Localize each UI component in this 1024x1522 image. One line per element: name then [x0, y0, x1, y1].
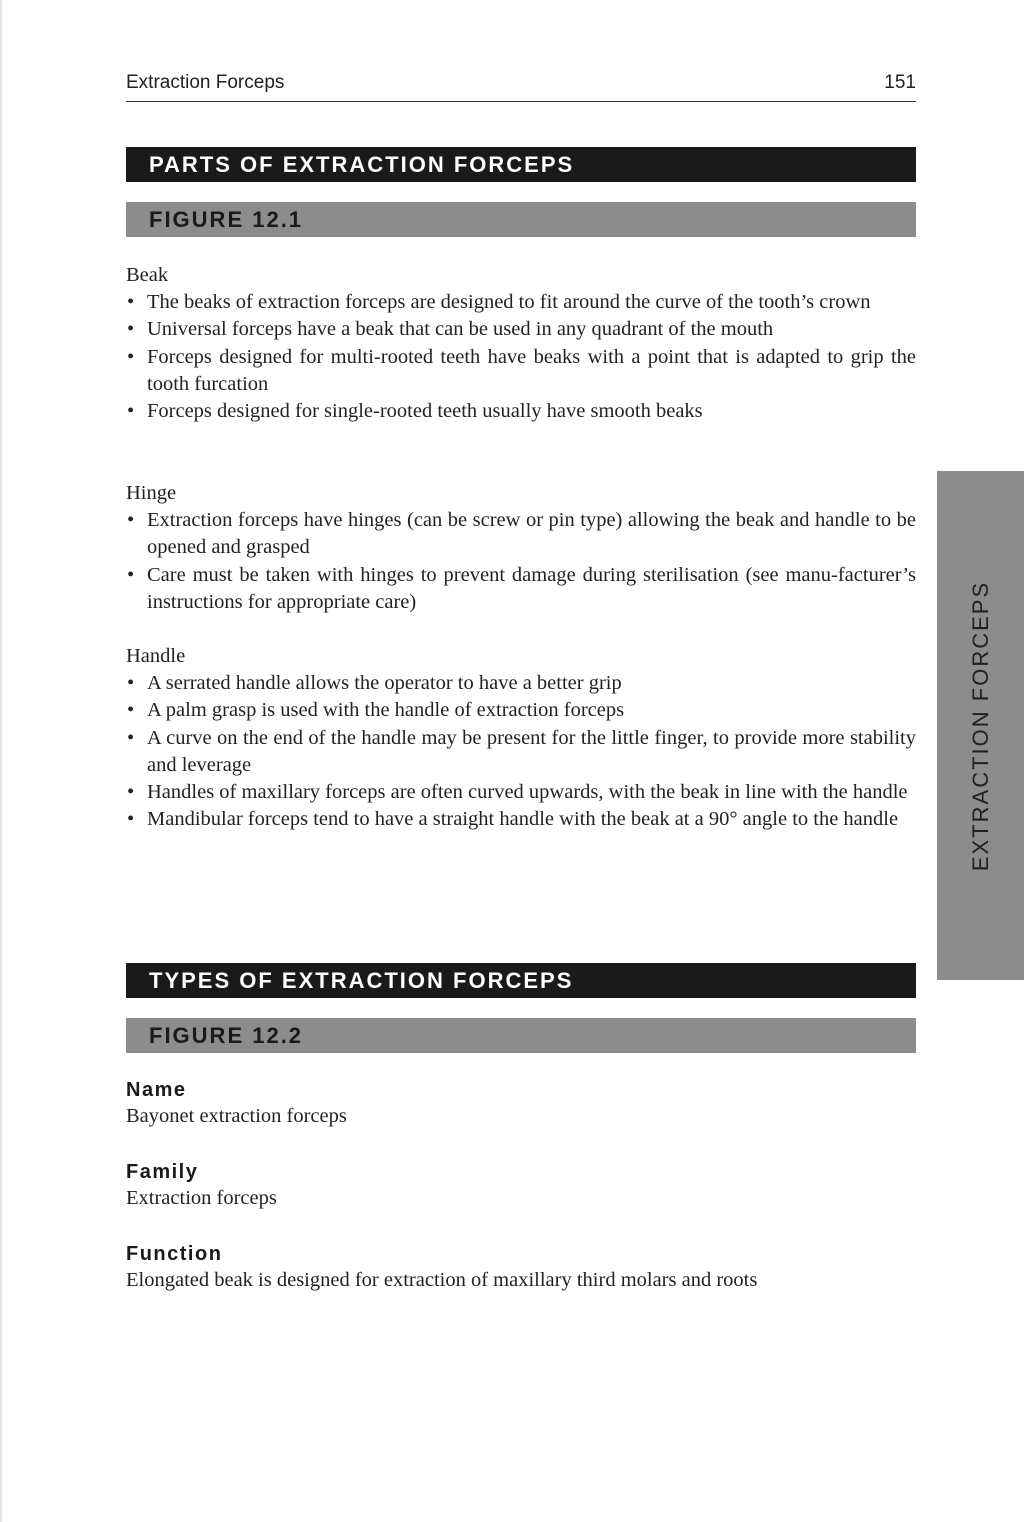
- group-title: Handle: [126, 645, 186, 667]
- name-label: Name: [126, 1079, 187, 1101]
- bullet-list: [126, 670, 916, 833]
- bullet-list: [126, 507, 916, 616]
- group-title: Hinge: [126, 482, 177, 504]
- chapter-side-tab: [937, 471, 1024, 980]
- family-value: Extraction forceps: [126, 1187, 277, 1209]
- group-title: Beak: [126, 264, 169, 286]
- bullet-list: [126, 289, 916, 425]
- running-header: [126, 70, 916, 102]
- group-beak: [126, 262, 916, 425]
- side-tab-label: EXTRACTION FORCEPS: [967, 580, 993, 871]
- function-value: Elongated beak is designed for extraction of maxillary third molars and roots: [126, 1269, 758, 1291]
- running-title: Extraction Forceps: [126, 72, 285, 93]
- list-item: • Care must be taken with hinges to prevent damage during sterilisation (see manu-facturer’s instructions for appropriate care): [126, 562, 916, 616]
- section-heading-parts: PARTS OF EXTRACTION FORCEPS: [126, 147, 916, 182]
- list-item: • Handles of maxillary forceps are often curved upwards, with the beak in line with the handle: [126, 779, 916, 806]
- list-item: • A curve on the end of the handle may be present for the little finger, to provide more stability and leverage: [126, 725, 916, 779]
- group-handle: [126, 643, 916, 833]
- page-edge: [0, 0, 2, 1522]
- list-item: • Universal forceps have a beak that can be used in any quadrant of the mouth: [126, 316, 916, 343]
- function-label: Function: [126, 1243, 223, 1265]
- section-heading-types: TYPES OF EXTRACTION FORCEPS: [126, 963, 916, 998]
- list-item: • Forceps designed for multi-rooted teeth have beaks with a point that is adapted to grip the tooth furcation: [126, 344, 916, 398]
- list-item: • A palm grasp is used with the handle of extraction forceps: [126, 697, 916, 724]
- family-label: Family: [126, 1161, 199, 1183]
- list-item: • Extraction forceps have hinges (can be screw or pin type) allowing the beak and handle to be opened and grasped: [126, 507, 916, 561]
- list-item: • A serrated handle allows the operator to have a better grip: [126, 670, 916, 697]
- list-item: • Mandibular forceps tend to have a straight handle with the beak at a 90° angle to the handle: [126, 806, 916, 833]
- name-value: Bayonet extraction forceps: [126, 1105, 347, 1127]
- group-hinge: [126, 480, 916, 616]
- figure-label-12-2: FIGURE 12.2: [126, 1018, 916, 1053]
- list-item: • Forceps designed for single-rooted teeth usually have smooth beaks: [126, 398, 916, 425]
- page-number: 151: [884, 72, 916, 93]
- list-item: • The beaks of extraction forceps are designed to fit around the curve of the tooth’s crown: [126, 289, 916, 316]
- figure-label-12-1: FIGURE 12.1: [126, 202, 916, 237]
